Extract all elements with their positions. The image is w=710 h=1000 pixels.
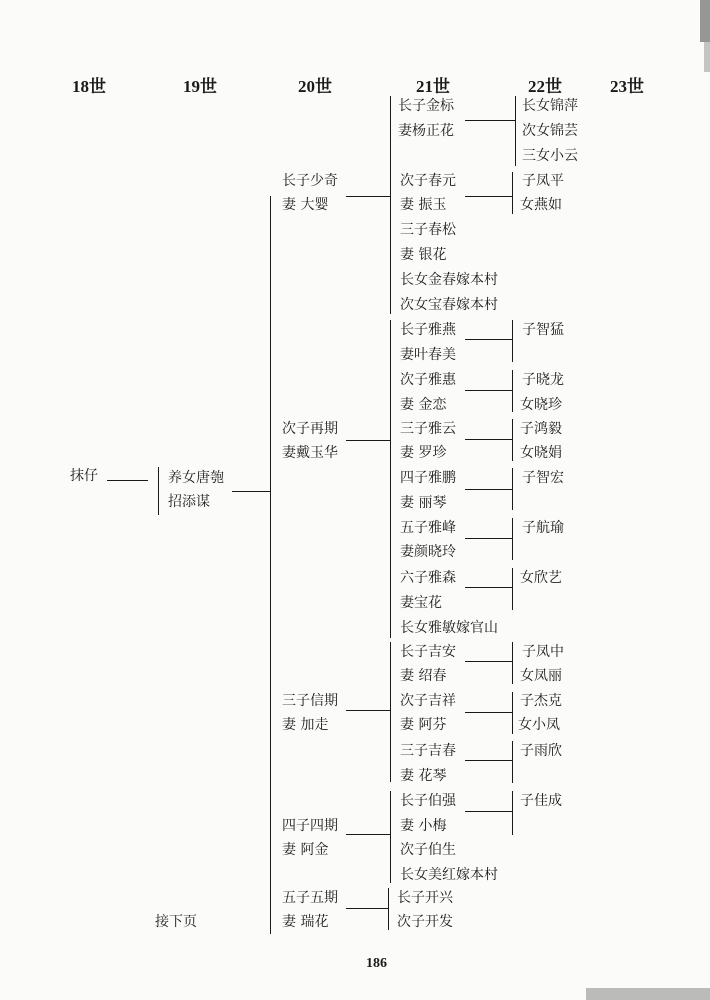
connector-line — [512, 692, 513, 734]
gen22-entry: 子杰克 — [520, 693, 562, 709]
connector-line — [232, 491, 270, 492]
gen22-entry: 子航瑜 — [522, 520, 564, 536]
connector-line — [465, 339, 512, 340]
connector-line — [512, 468, 513, 510]
gen21-entry: 六子雅森 — [400, 570, 456, 586]
gen22-entry: 子晓龙 — [522, 372, 564, 388]
gen22-entry: 女晓珍 — [520, 397, 562, 413]
connector-line — [346, 834, 390, 835]
connector-line — [465, 489, 512, 490]
header-18: 18世 — [72, 77, 106, 96]
gen19-line2: 招添谋 — [168, 494, 210, 510]
gen21-entry: 妻 银花 — [400, 247, 447, 263]
gen21-entry: 次女宝春嫁本村 — [400, 297, 498, 313]
gen20-entry: 妻戴玉华 — [282, 445, 338, 461]
gen22-entry: 女欣艺 — [520, 570, 562, 586]
gen21-entry: 长女雅敏嫁官山 — [400, 620, 498, 636]
gen21-entry: 三子雅云 — [400, 421, 456, 437]
header-20: 20世 — [298, 77, 332, 96]
connector-line — [512, 568, 513, 610]
connector-line — [465, 661, 512, 662]
gen22-entry: 子雨欣 — [520, 743, 562, 759]
gen22-entry: 次女锦芸 — [522, 123, 578, 139]
gen21-entry: 五子雅峰 — [400, 520, 456, 536]
connector-line — [512, 642, 513, 684]
page-number: 186 — [366, 956, 387, 971]
gen20-entry: 五子五期 — [282, 890, 338, 906]
gen21-entry: 次子伯生 — [400, 842, 456, 858]
connector-line — [465, 120, 515, 121]
gen21-entry: 长女美红嫁本村 — [400, 867, 498, 883]
continued-note: 接下页 — [155, 914, 197, 930]
connector-line — [512, 518, 513, 560]
gen20-entry: 妻 大婴 — [282, 197, 329, 213]
gen22-entry: 子智宏 — [522, 470, 564, 486]
connector-line — [346, 196, 390, 197]
connector-line — [390, 320, 391, 638]
gen21-entry: 妻 绍春 — [400, 668, 447, 684]
gen21-entry: 次子吉祥 — [400, 693, 456, 709]
gen22-entry: 女晓娟 — [520, 445, 562, 461]
connector-line — [390, 96, 391, 314]
scan-edge-mark — [704, 42, 710, 72]
gen21-entry: 妻宝花 — [400, 595, 442, 611]
connector-line — [390, 791, 391, 883]
connector-line — [465, 587, 512, 588]
scan-edge-mark — [586, 988, 710, 1000]
connector-line — [512, 320, 513, 362]
gen21-entry: 次子开发 — [397, 914, 453, 930]
connector-line — [515, 96, 516, 166]
connector-line — [465, 538, 512, 539]
connector-line — [390, 642, 391, 782]
connector-line — [512, 172, 513, 214]
gen22-entry: 子佳成 — [520, 793, 562, 809]
gen20-entry: 三子信期 — [282, 693, 338, 709]
gen18-name: 抹仔 — [70, 468, 98, 484]
connector-line — [465, 811, 512, 812]
gen22-entry: 女小凤 — [518, 717, 560, 733]
connector-line — [346, 440, 390, 441]
connector-line — [465, 196, 512, 197]
gen20-entry: 次子再期 — [282, 421, 338, 437]
gen21-entry: 长子伯强 — [400, 793, 456, 809]
gen21-entry: 长子雅燕 — [400, 322, 456, 338]
connector-line — [465, 712, 512, 713]
gen22-entry: 子智猛 — [522, 322, 564, 338]
gen21-entry: 妻 小梅 — [400, 818, 447, 834]
gen21-entry: 妻 振玉 — [400, 197, 447, 213]
gen21-entry: 妻 罗珍 — [400, 445, 447, 461]
connector-line — [512, 741, 513, 783]
gen20-entry: 妻 阿金 — [282, 842, 329, 858]
gen21-entry: 长子吉安 — [400, 644, 456, 660]
connector-line — [346, 710, 390, 711]
gen20-entry: 长子少奇 — [282, 173, 338, 189]
connector-line — [512, 791, 513, 835]
gen21-entry: 妻 丽琴 — [400, 495, 447, 511]
gen22-entry: 子凤平 — [522, 173, 564, 189]
header-19: 19世 — [183, 77, 217, 96]
gen22-entry: 子鸿毅 — [520, 421, 562, 437]
gen22-entry: 女凤丽 — [520, 668, 562, 684]
gen22-entry: 子凤中 — [522, 644, 564, 660]
gen21-entry: 妻叶春美 — [400, 347, 456, 363]
gen21-entry: 长女金春嫁本村 — [400, 272, 498, 288]
gen21-entry: 妻 花琴 — [400, 768, 447, 784]
gen21-entry: 次子春元 — [400, 173, 456, 189]
gen21-entry: 长子开兴 — [397, 890, 453, 906]
connector-line — [270, 196, 271, 934]
gen20-entry: 妻 加走 — [282, 717, 329, 733]
gen20-entry: 四子四期 — [282, 818, 338, 834]
gen19-line1: 养女唐匏 — [168, 470, 224, 486]
connector-line — [107, 480, 148, 481]
connector-line — [346, 908, 388, 909]
gen21-entry: 次子雅惠 — [400, 372, 456, 388]
gen21-entry: 长子金标 — [398, 98, 454, 114]
gen21-entry: 妻颜晓玲 — [400, 544, 456, 560]
header-23: 23世 — [610, 77, 644, 96]
gen21-entry: 妻 阿芬 — [400, 717, 447, 733]
connector-line — [388, 888, 389, 930]
connector-line — [465, 390, 512, 391]
gen22-entry: 长女锦萍 — [522, 98, 578, 114]
gen22-entry: 女燕如 — [520, 197, 562, 213]
header-22: 22世 — [528, 77, 562, 96]
gen21-entry: 三子春松 — [400, 222, 456, 238]
gen21-entry: 四子雅鹏 — [400, 470, 456, 486]
connector-line — [465, 439, 512, 440]
gen21-entry: 三子吉春 — [400, 743, 456, 759]
gen21-entry: 妻杨正花 — [398, 123, 454, 139]
connector-line — [512, 370, 513, 412]
gen22-entry: 三女小云 — [522, 148, 578, 164]
connector-line — [512, 419, 513, 461]
gen21-entry: 妻 金恋 — [400, 397, 447, 413]
scan-edge-mark — [700, 0, 710, 42]
gen20-entry: 妻 瑞花 — [282, 914, 329, 930]
connector-line — [158, 467, 159, 515]
connector-line — [465, 760, 512, 761]
header-21: 21世 — [416, 77, 450, 96]
